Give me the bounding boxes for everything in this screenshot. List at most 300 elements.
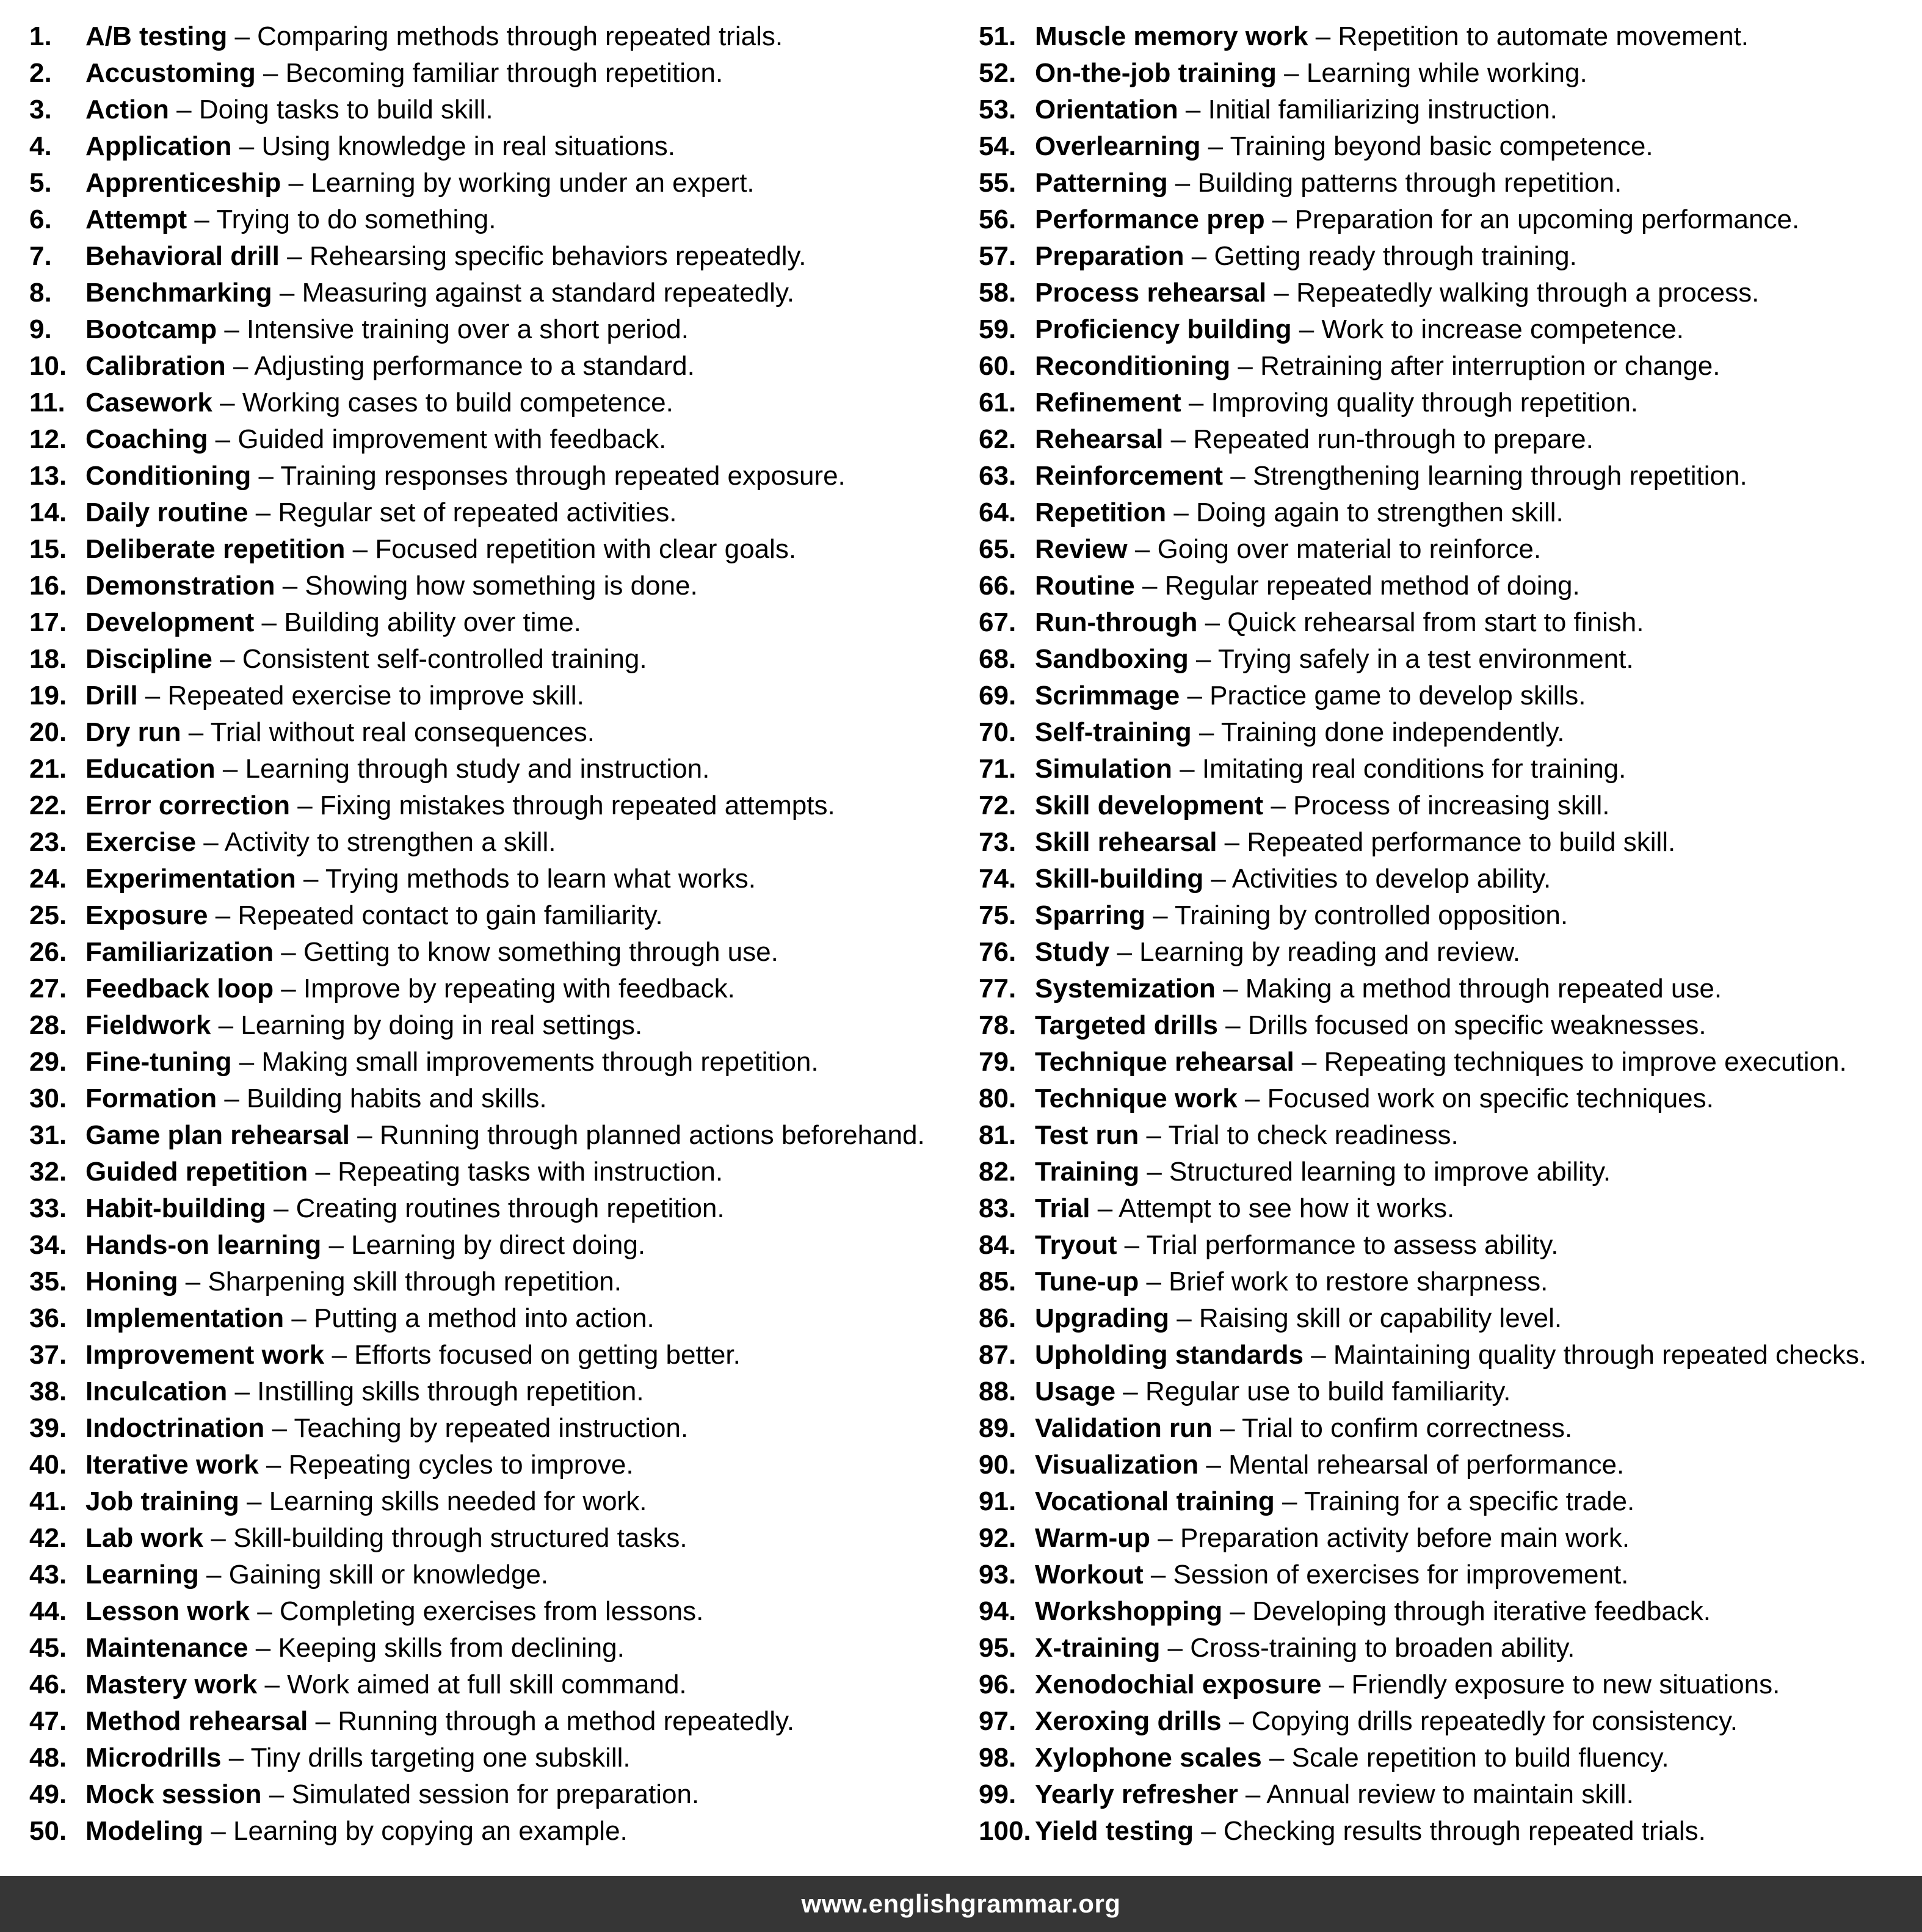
item-separator: –: [1266, 278, 1297, 308]
item-separator: –: [1139, 1267, 1169, 1297]
list-item: [979, 1264, 1922, 1300]
item-separator: –: [1143, 1560, 1173, 1590]
item-text: [1035, 678, 1586, 714]
item-text: [1035, 604, 1644, 641]
item-number: 26.: [29, 937, 67, 967]
item-term: Lab work: [85, 1523, 204, 1553]
item-text: [85, 165, 755, 201]
item-term: Maintenance: [85, 1633, 248, 1663]
item-term: Usage: [1035, 1377, 1116, 1406]
item-text: [85, 275, 794, 311]
item-definition: Initial familiarizing instruction.: [1208, 95, 1558, 125]
list-item: [979, 861, 1922, 897]
item-term: Fine-tuning: [85, 1047, 232, 1077]
item-separator: –: [321, 1230, 352, 1260]
item-separator: –: [1163, 424, 1194, 454]
item-definition: Teaching by repeated instruction.: [294, 1413, 689, 1443]
item-number: 36.: [29, 1303, 67, 1333]
item-text: [1035, 1740, 1669, 1776]
item-definition: Regular use to build familiarity.: [1145, 1377, 1511, 1406]
item-term: Muscle memory work: [1035, 21, 1308, 51]
item-definition: Learning by copying an example.: [233, 1816, 628, 1846]
item-term: Game plan rehearsal: [85, 1120, 350, 1150]
item-text: [85, 311, 689, 348]
list-item: [29, 1300, 949, 1337]
item-text: [85, 1630, 625, 1666]
item-number: 96.: [979, 1670, 1017, 1699]
item-text: [1035, 1117, 1459, 1154]
item-definition: Trial without real consequences.: [210, 717, 595, 747]
list-item: [29, 1483, 949, 1520]
item-text: [1035, 385, 1638, 421]
item-separator: –: [239, 1486, 269, 1516]
item-definition: Trial performance to assess ability.: [1146, 1230, 1559, 1260]
item-number: 65.: [979, 534, 1017, 564]
list-item: [979, 1776, 1922, 1813]
item-text: [1035, 1154, 1611, 1190]
item-term: Targeted drills: [1035, 1010, 1218, 1040]
item-term: Refinement: [1035, 388, 1181, 418]
item-definition: Efforts focused on getting better.: [354, 1340, 741, 1370]
item-term: Routine: [1035, 571, 1135, 601]
item-definition: Building habits and skills.: [247, 1084, 547, 1113]
list-item: [979, 1666, 1922, 1703]
item-number: 92.: [979, 1523, 1017, 1553]
item-term: Workshopping: [1035, 1596, 1223, 1626]
item-separator: –: [1264, 204, 1295, 234]
item-number: 14.: [29, 497, 67, 527]
item-separator: –: [137, 681, 168, 711]
item-text: [1035, 934, 1520, 971]
item-definition: Training beyond basic competence.: [1230, 131, 1653, 161]
item-separator: –: [169, 95, 199, 125]
item-number: 41.: [29, 1486, 67, 1516]
item-term: Mock session: [85, 1779, 262, 1809]
item-separator: –: [231, 1047, 262, 1077]
item-number: 18.: [29, 644, 67, 674]
item-definition: Repeated exercise to improve skill.: [167, 681, 584, 711]
item-definition: Session of exercises for improvement.: [1173, 1560, 1629, 1590]
item-term: Xeroxing drills: [1035, 1706, 1222, 1736]
item-text: [85, 678, 584, 714]
item-separator: –: [1178, 95, 1208, 125]
item-separator: –: [203, 1523, 234, 1553]
list-item: [29, 1227, 949, 1264]
item-definition: Making small improvements through repetition.: [261, 1047, 819, 1077]
item-text: [1035, 1190, 1454, 1227]
item-number: 64.: [979, 497, 1017, 527]
item-definition: Improve by repeating with feedback.: [303, 974, 735, 1004]
item-number: 62.: [979, 424, 1017, 454]
list-item: [29, 385, 949, 421]
item-term: Conditioning: [85, 461, 252, 491]
list-item: [979, 897, 1922, 934]
item-definition: Repeating techniques to improve execution.: [1324, 1047, 1847, 1077]
item-text: [85, 1776, 699, 1813]
item-number: 51.: [979, 21, 1017, 51]
item-definition: Creating routines through repetition.: [296, 1193, 725, 1223]
item-separator: –: [1294, 1047, 1324, 1077]
item-term: Exposure: [85, 900, 208, 930]
item-definition: Copying drills repeatedly for consistency.: [1251, 1706, 1738, 1736]
item-definition: Learning by working under an expert.: [311, 168, 755, 198]
item-separator: –: [1134, 571, 1165, 601]
item-term: Sandboxing: [1035, 644, 1189, 674]
list-item: [979, 641, 1922, 678]
list-item: [29, 787, 949, 824]
item-definition: Guided improvement with feedback.: [238, 424, 667, 454]
item-text: [85, 1044, 819, 1080]
item-term: Development: [85, 607, 255, 637]
list-item: [29, 275, 949, 311]
list-item: [979, 1373, 1922, 1410]
item-number: 19.: [29, 681, 67, 711]
item-separator: –: [1160, 1633, 1191, 1663]
list-item: [29, 421, 949, 458]
item-text: [1035, 824, 1675, 861]
item-definition: Doing tasks to build skill.: [198, 95, 493, 125]
item-definition: Improving quality through repetition.: [1211, 388, 1639, 418]
item-number: 4.: [29, 131, 52, 161]
item-separator: –: [178, 1267, 208, 1297]
item-definition: Using knowledge in real situations.: [261, 131, 675, 161]
item-separator: –: [257, 1670, 288, 1699]
item-definition: Showing how something is done.: [305, 571, 698, 601]
item-text: [1035, 421, 1594, 458]
item-separator: –: [1145, 900, 1175, 930]
item-term: Upholding standards: [1035, 1340, 1304, 1370]
item-term: Hands-on learning: [85, 1230, 322, 1260]
item-number: 61.: [979, 388, 1017, 418]
list-item: [979, 824, 1922, 861]
item-term: Inculcation: [85, 1377, 228, 1406]
item-definition: Regular repeated method of doing.: [1164, 571, 1580, 601]
item-term: Trial: [1035, 1193, 1090, 1223]
item-definition: Learning through study and instruction.: [245, 754, 710, 784]
list-item: [29, 1520, 949, 1557]
list-item: [29, 494, 949, 531]
item-term: Iterative work: [85, 1450, 259, 1480]
item-text: [85, 201, 496, 238]
item-separator: –: [279, 241, 310, 271]
item-term: Scrimmage: [1035, 681, 1180, 711]
item-definition: Annual review to maintain skill.: [1266, 1779, 1634, 1809]
item-number: 7.: [29, 241, 52, 271]
item-text: [1035, 1080, 1714, 1117]
list-item: [979, 1337, 1922, 1373]
item-text: [1035, 787, 1609, 824]
list-item: [29, 92, 949, 128]
item-separator: –: [272, 278, 302, 308]
item-term: Modeling: [85, 1816, 204, 1846]
item-definition: Structured learning to improve ability.: [1169, 1157, 1611, 1187]
item-term: Reinforcement: [1035, 461, 1224, 491]
item-term: Formation: [85, 1084, 217, 1113]
item-number: 59.: [979, 314, 1017, 344]
item-term: Study: [1035, 937, 1110, 967]
list-item: [979, 201, 1922, 238]
item-definition: Training for a specific trade.: [1304, 1486, 1635, 1516]
list-item: [979, 934, 1922, 971]
item-number: 78.: [979, 1010, 1017, 1040]
item-separator: –: [1117, 1230, 1147, 1260]
item-term: Attempt: [85, 204, 187, 234]
list-item: [979, 1813, 1922, 1850]
item-text: [85, 238, 806, 275]
item-number: 17.: [29, 607, 67, 637]
item-text: [1035, 1007, 1706, 1044]
list-item: [29, 714, 949, 751]
item-text: [1035, 92, 1558, 128]
item-text: [1035, 165, 1622, 201]
item-text: [1035, 641, 1634, 678]
item-text: [1035, 1813, 1706, 1850]
item-number: 54.: [979, 131, 1017, 161]
item-separator: –: [1304, 1340, 1333, 1370]
item-term: Xylophone scales: [1035, 1743, 1262, 1773]
item-definition: Trial to check readiness.: [1168, 1120, 1459, 1150]
item-number: 79.: [979, 1047, 1017, 1077]
item-definition: Trying methods to learn what works.: [325, 864, 756, 894]
item-term: Lesson work: [85, 1596, 250, 1626]
item-term: Learning: [85, 1560, 199, 1590]
item-definition: Friendly exposure to new situations.: [1351, 1670, 1780, 1699]
item-separator: –: [349, 1120, 380, 1150]
item-text: [1035, 1300, 1562, 1337]
item-number: 22.: [29, 791, 67, 820]
item-text: [85, 934, 778, 971]
item-term: Patterning: [1035, 168, 1168, 198]
item-number: 40.: [29, 1450, 67, 1480]
item-separator: –: [1184, 241, 1214, 271]
item-number: 53.: [979, 95, 1017, 125]
item-text: [85, 1593, 703, 1630]
item-separator: –: [1172, 754, 1202, 784]
item-number: 44.: [29, 1596, 67, 1626]
list-item: [29, 1740, 949, 1776]
item-number: 35.: [29, 1267, 67, 1297]
item-text: [85, 971, 735, 1007]
item-definition: Learning by direct doing.: [351, 1230, 646, 1260]
item-definition: Brief work to restore sharpness.: [1169, 1267, 1548, 1297]
item-number: 28.: [29, 1010, 67, 1040]
item-text: [85, 604, 581, 641]
item-number: 72.: [979, 791, 1017, 820]
item-number: 27.: [29, 974, 67, 1004]
item-definition: Trying safely in a test environment.: [1217, 644, 1634, 674]
list-item: [979, 1007, 1922, 1044]
item-separator: –: [258, 1450, 289, 1480]
item-text: [1035, 1044, 1847, 1080]
item-separator: –: [1221, 1706, 1252, 1736]
item-number: 86.: [979, 1303, 1017, 1333]
item-number: 91.: [979, 1486, 1017, 1516]
list-item: [979, 275, 1922, 311]
list-item: [29, 18, 949, 55]
item-term: Test run: [1035, 1120, 1139, 1150]
item-separator: –: [345, 534, 375, 564]
item-definition: Imitating real conditions for training.: [1202, 754, 1626, 784]
item-text: [1035, 1703, 1738, 1740]
item-term: Technique work: [1035, 1084, 1238, 1113]
list-item: [979, 678, 1922, 714]
item-text: [1035, 1666, 1780, 1703]
list-item: [29, 348, 949, 385]
item-text: [1035, 311, 1684, 348]
item-number: 37.: [29, 1340, 67, 1370]
item-text: [1035, 275, 1759, 311]
item-separator: –: [1181, 388, 1211, 418]
item-definition: Focused repetition with clear goals.: [375, 534, 797, 564]
item-number: 13.: [29, 461, 67, 491]
item-text: [85, 1117, 925, 1154]
item-term: Skill-building: [1035, 864, 1204, 894]
list-item: [29, 934, 949, 971]
item-text: [1035, 714, 1564, 751]
item-definition: Activity to strengthen a skill.: [224, 827, 556, 857]
list-item: [29, 641, 949, 678]
item-number: 77.: [979, 974, 1017, 1004]
item-number: 8.: [29, 278, 52, 308]
item-text: [85, 1190, 725, 1227]
item-text: [1035, 494, 1564, 531]
list-item: [979, 1593, 1922, 1630]
item-text: [1035, 1593, 1711, 1630]
item-text: [85, 458, 846, 494]
list-column-left: [0, 18, 949, 1850]
item-term: Accustoming: [85, 58, 256, 88]
list-item: [29, 201, 949, 238]
item-number: 94.: [979, 1596, 1017, 1626]
item-definition: Practice game to develop skills.: [1209, 681, 1586, 711]
item-definition: Consistent self-controlled training.: [242, 644, 647, 674]
item-separator: –: [187, 204, 217, 234]
item-term: Bootcamp: [85, 314, 217, 344]
item-definition: Raising skill or capability level.: [1199, 1303, 1562, 1333]
item-number: 15.: [29, 534, 67, 564]
item-number: 5.: [29, 168, 52, 198]
item-definition: Learning by doing in real settings.: [241, 1010, 643, 1040]
item-definition: Cross-training to broaden ability.: [1190, 1633, 1575, 1663]
item-separator: –: [208, 900, 238, 930]
item-text: [85, 1703, 794, 1740]
item-term: Workout: [1035, 1560, 1144, 1590]
item-definition: Training by controlled opposition.: [1175, 900, 1568, 930]
item-text: [85, 55, 723, 92]
item-definition: Work aimed at full skill command.: [287, 1670, 687, 1699]
item-number: 95.: [979, 1633, 1017, 1663]
item-text: [85, 18, 783, 55]
item-number: 43.: [29, 1560, 67, 1590]
item-separator: –: [1127, 534, 1158, 564]
item-number: 57.: [979, 241, 1017, 271]
item-definition: Putting a method into action.: [314, 1303, 655, 1333]
item-number: 9.: [29, 314, 52, 344]
item-term: Yearly refresher: [1035, 1779, 1238, 1809]
item-term: Microdrills: [85, 1743, 222, 1773]
item-separator: –: [1115, 1377, 1145, 1406]
item-separator: –: [275, 571, 305, 601]
item-separator: –: [289, 791, 320, 820]
item-number: 82.: [979, 1157, 1017, 1187]
item-separator: –: [1191, 717, 1221, 747]
item-number: 21.: [29, 754, 67, 784]
item-text: [85, 92, 493, 128]
item-definition: Learning skills needed for work.: [269, 1486, 647, 1516]
item-text: [85, 751, 709, 787]
item-number: 47.: [29, 1706, 67, 1736]
item-text: [1035, 1776, 1634, 1813]
item-number: 33.: [29, 1193, 67, 1223]
item-term: Action: [85, 95, 169, 125]
item-separator: –: [212, 388, 242, 418]
list-item: [979, 494, 1922, 531]
list-item: [29, 1044, 949, 1080]
item-number: 23.: [29, 827, 67, 857]
item-number: 1.: [29, 21, 52, 51]
item-term: Xenodochial exposure: [1035, 1670, 1322, 1699]
item-number: 30.: [29, 1084, 67, 1113]
item-separator: –: [208, 424, 238, 454]
list-item: [29, 1410, 949, 1447]
item-term: Skill rehearsal: [1035, 827, 1217, 857]
item-term: Systemization: [1035, 974, 1216, 1004]
item-number: 29.: [29, 1047, 67, 1077]
item-separator: –: [1217, 827, 1247, 857]
item-separator: –: [1274, 1486, 1304, 1516]
item-text: [1035, 18, 1749, 55]
list-item: [979, 55, 1922, 92]
item-text: [85, 385, 673, 421]
item-number: 73.: [979, 827, 1017, 857]
list-item: [979, 165, 1922, 201]
list-item: [979, 1044, 1922, 1080]
item-text: [1035, 568, 1580, 604]
item-term: Honing: [85, 1267, 178, 1297]
item-separator: –: [274, 937, 303, 967]
list-item: [979, 348, 1922, 385]
item-text: [85, 1154, 723, 1190]
item-definition: Strengthening learning through repetition.: [1253, 461, 1747, 491]
item-term: Benchmarking: [85, 278, 272, 308]
item-number: 87.: [979, 1340, 1017, 1370]
list-item: [29, 1007, 949, 1044]
list-item: [29, 1154, 949, 1190]
item-text: [1035, 1337, 1866, 1373]
item-term: Upgrading: [1035, 1303, 1169, 1333]
item-term: Run-through: [1035, 607, 1198, 637]
item-separator: –: [281, 168, 311, 198]
list-item: [29, 971, 949, 1007]
item-term: Calibration: [85, 351, 226, 381]
item-number: 48.: [29, 1743, 67, 1773]
item-definition: Training responses through repeated exposure.: [280, 461, 846, 491]
item-number: 75.: [979, 900, 1017, 930]
item-term: Indoctrination: [85, 1413, 265, 1443]
item-term: Guided repetition: [85, 1157, 308, 1187]
item-text: [1035, 348, 1720, 385]
item-number: 24.: [29, 864, 67, 894]
item-number: 63.: [979, 461, 1017, 491]
list-item: [29, 1630, 949, 1666]
item-text: [85, 861, 756, 897]
item-separator: –: [308, 1706, 338, 1736]
item-term: Proficiency building: [1035, 314, 1292, 344]
list-item: [29, 1337, 949, 1373]
item-term: Self-training: [1035, 717, 1192, 747]
item-separator: –: [248, 497, 278, 527]
item-term: Process rehearsal: [1035, 278, 1267, 308]
